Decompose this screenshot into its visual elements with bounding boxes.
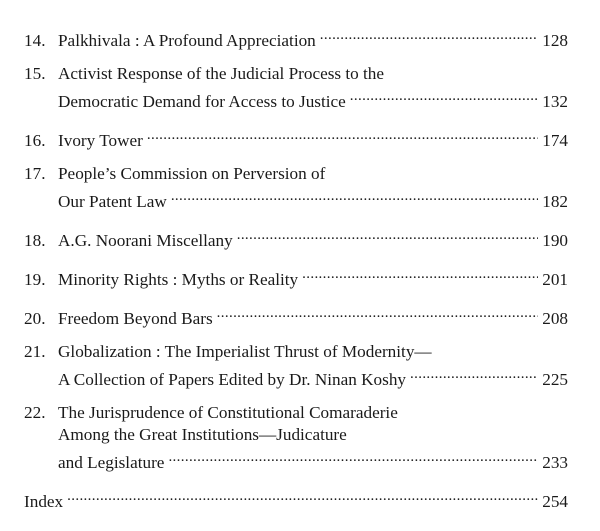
toc-entry-16	[24, 124, 568, 152]
entry-number: 17.	[24, 164, 46, 183]
toc-line	[24, 302, 568, 330]
page-number: 233	[542, 453, 568, 472]
entry-title: Palkhivala : A Profound Appreciation	[58, 31, 316, 50]
dot-leader	[237, 224, 539, 246]
page-number: 190	[542, 231, 568, 250]
entry-title-continued: Our Patent Law	[58, 192, 167, 211]
toc-line	[24, 163, 568, 185]
toc-line	[24, 263, 568, 291]
entry-number: 15.	[24, 64, 46, 83]
page-number: 225	[542, 370, 568, 389]
toc-entry-20	[24, 302, 568, 330]
entry-title-continued: A Collection of Papers Edited by Dr. Ninan Koshy	[58, 370, 407, 389]
toc-entry-15	[24, 63, 568, 113]
dot-leader	[320, 24, 538, 46]
dot-leader	[147, 124, 538, 146]
page-number: 182	[542, 192, 568, 211]
table-of-contents	[24, 24, 568, 524]
entry-number: 18.	[24, 231, 46, 250]
dot-leader	[410, 363, 538, 385]
page-number: 254	[542, 492, 568, 511]
toc-entry-17	[24, 163, 568, 213]
entry-title: The Jurisprudence of Constitutional Comaraderie	[58, 403, 398, 422]
toc-line	[24, 341, 568, 363]
entry-number: 16.	[24, 131, 46, 150]
page-number: 128	[542, 31, 568, 50]
entry-number: 19.	[24, 270, 46, 289]
entry-title: Minority Rights : Myths or Reality	[58, 270, 299, 289]
toc-line	[24, 424, 568, 446]
entry-number: 22.	[24, 403, 46, 422]
toc-line	[24, 224, 568, 252]
toc-entry-14	[24, 24, 568, 52]
dot-leader	[171, 185, 538, 207]
page-number: 174	[542, 131, 568, 150]
dot-leader	[67, 485, 538, 507]
toc-entry-18	[24, 224, 568, 252]
entry-title: A.G. Noorani Miscellany	[58, 231, 233, 250]
entry-title: People’s Commission on Perversion of	[58, 164, 326, 183]
page-number: 208	[542, 309, 568, 328]
toc-entry-19	[24, 263, 568, 291]
toc-entry-22	[24, 402, 568, 474]
dot-leader	[217, 302, 539, 324]
entry-title: Globalization : The Imperialist Thrust of Modernity—	[58, 342, 432, 361]
entry-title-continued: Democratic Demand for Access to Justice	[58, 92, 346, 111]
entry-title-continued: and Legislature	[58, 453, 165, 472]
toc-line	[24, 485, 568, 513]
entry-title: Freedom Beyond Bars	[58, 309, 213, 328]
toc-entry-index	[24, 485, 568, 513]
toc-line	[24, 24, 568, 52]
toc-entry-21	[24, 341, 568, 391]
entry-title: Activist Response of the Judicial Process to the	[58, 64, 385, 83]
toc-line	[24, 85, 568, 113]
page-number: 201	[542, 270, 568, 289]
toc-line	[24, 185, 568, 213]
entry-number: 20.	[24, 309, 46, 328]
dot-leader	[168, 446, 538, 468]
entry-number: 21.	[24, 342, 46, 361]
entry-number: 14.	[24, 31, 46, 50]
index-label: Index	[24, 492, 64, 511]
toc-line	[24, 63, 568, 85]
page-number: 132	[542, 92, 568, 111]
dot-leader	[350, 85, 538, 107]
toc-line	[24, 402, 568, 424]
toc-line	[24, 446, 568, 474]
entry-title-continued: Among the Great Institutions—Judicature	[58, 425, 347, 444]
toc-line	[24, 124, 568, 152]
toc-line	[24, 363, 568, 391]
entry-title: Ivory Tower	[58, 131, 143, 150]
dot-leader	[302, 263, 538, 285]
